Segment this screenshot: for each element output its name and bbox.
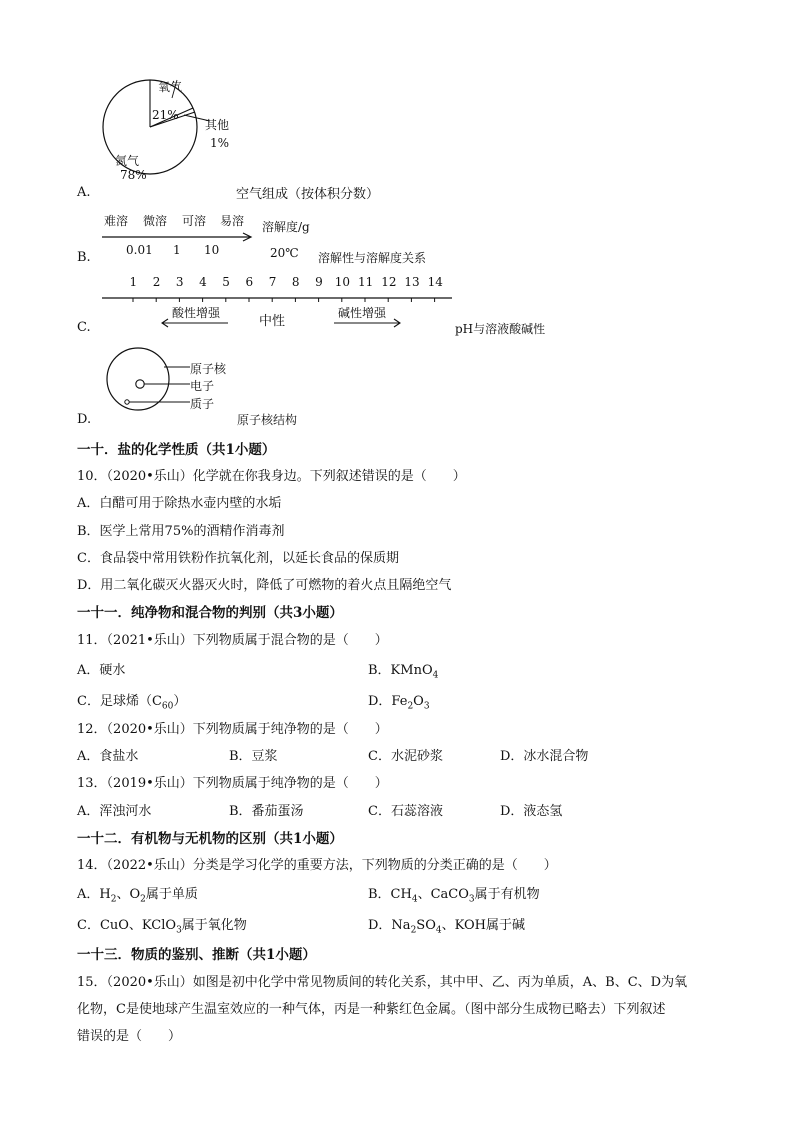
q10-option-c: C．食品袋中常用铁粉作抗氧化剂，以延长食品的保质期 — [77, 551, 399, 566]
solubility-unit: 溶解度/g — [262, 220, 310, 234]
option-b-letter: B. — [77, 250, 91, 265]
q13-stem: 13．（2019•乐山）下列物质属于纯净物的是（ ） — [77, 776, 388, 791]
q10-option-b: B．医学上常用75%的酒精作消毒剂 — [77, 524, 285, 539]
ph-tick-label: 2 — [152, 275, 161, 289]
option-a-letter: A. — [77, 185, 91, 200]
q11-option-a: A．硬水 — [77, 663, 126, 678]
ph-acid-arrow — [160, 318, 230, 328]
atom-label-proton: 质子 — [190, 397, 215, 411]
ph-tick-label: 6 — [245, 275, 254, 289]
q10-option-d: D．用二氧化碳灭火器灭火时，降低了可燃物的着火点且隔绝空气 — [77, 578, 452, 593]
q11-option-b: B．KMnO$_4$ — [368, 663, 439, 681]
option-c-caption: pH与溶液酸碱性 — [455, 322, 546, 336]
option-d-letter: D. — [77, 412, 92, 427]
q12-option-d: D．冰水混合物 — [500, 749, 589, 764]
pie-label-oxygen-pct: 21% — [152, 108, 179, 122]
solubility-temp: 20℃ — [270, 246, 299, 260]
q12-stem: 12．（2020•乐山）下列物质属于纯净物的是（ ） — [77, 722, 388, 737]
ph-tick-label: 3 — [175, 275, 184, 289]
option-c-letter: C. — [77, 320, 91, 335]
solubility-axis — [100, 230, 260, 244]
ph-tick-label: 9 — [315, 275, 323, 289]
pie-label-oxygen: 氧气 — [158, 80, 183, 94]
section-heading-10: 一十．盐的化学性质（共1小题） — [77, 442, 276, 458]
q12-option-b: B．豆浆 — [229, 749, 278, 764]
option-a-caption: 空气组成（按体积分数） — [236, 187, 380, 202]
ph-tick-label: 13 — [404, 275, 420, 289]
atom-diagram — [98, 346, 194, 414]
ph-tick-label: 11 — [358, 275, 374, 289]
q10-stem: 10．（2020•乐山）化学就在你我身边。下列叙述错误的是（ ） — [77, 469, 466, 484]
pie-label-nitrogen-pct: 78% — [120, 168, 147, 182]
option-b-caption: 溶解性与溶解度关系 — [318, 251, 427, 265]
atom-label-nucleus: 原子核 — [190, 362, 227, 376]
pie-label-nitrogen: 氮气 — [115, 154, 140, 168]
q11-option-c: C．足球烯$(C_{60})$ — [77, 694, 187, 712]
ph-tick-label: 4 — [199, 275, 207, 289]
section-heading-11: 一十一．纯净物和混合物的判别（共3小题） — [77, 605, 343, 621]
atom-label-electron: 电子 — [190, 379, 215, 393]
ph-tick-label: 10 — [334, 275, 351, 289]
q13-option-d: D．液态氢 — [500, 804, 563, 819]
ph-tick-label: 8 — [291, 275, 300, 289]
solubility-label-1: 微溶 — [143, 214, 168, 228]
q10-option-a: A．白醋可用于除热水壶内壁的水垢 — [77, 496, 282, 511]
q12-option-c: C．水泥砂浆 — [368, 749, 443, 764]
ph-neutral-label: 中性 — [259, 314, 286, 329]
pie-label-other-pct: 1% — [210, 136, 230, 150]
ph-base-label: 碱性增强 — [338, 306, 387, 320]
q15-stem-line-2: 化物，C是使地球产生温室效应的一种气体，丙是一种紫红色金属。（图中部分生成物已略去）下列叙述 — [77, 1002, 666, 1017]
solubility-value-2: 10 — [204, 243, 220, 257]
q11-stem: 11．（2021•乐山）下列物质属于混合物的是（ ） — [77, 633, 388, 648]
q13-option-c: C．石蕊溶液 — [368, 804, 443, 819]
ph-tick-label: 14 — [427, 275, 443, 289]
ph-tick-label: 7 — [268, 275, 277, 289]
ph-tick-label: 1 — [129, 275, 138, 289]
pie-label-other: 其他 — [205, 118, 230, 132]
ph-acid-label: 酸性增强 — [172, 306, 221, 320]
section-heading-13: 一十三．物质的鉴别、推断（共1小题） — [77, 947, 316, 963]
q15-stem-line-3: 错误的是（ ） — [77, 1029, 182, 1044]
ph-tick-label: 12 — [381, 275, 397, 289]
ph-tick-label: 5 — [222, 275, 230, 289]
q11-option-d: D．$Fe_2O_3$ — [368, 694, 430, 712]
q13-option-b: B．番茄蛋汤 — [229, 804, 304, 819]
q15-stem-line-1: 15．（2020•乐山）如图是初中化学中常见物质间的转化关系，其中甲、乙、丙为单质，A、B、C、D为氧 — [77, 975, 688, 990]
q12-option-a: A．食盐水 — [77, 749, 139, 764]
q14-option-c: C．CuO、KClO$_3$属于氧化物 — [77, 918, 247, 936]
q14-stem: 14．（2022•乐山）分类是学习化学的重要方法，下列物质的分类正确的是（ ） — [77, 858, 557, 873]
q13-option-a: A．浑浊河水 — [77, 804, 152, 819]
option-d-caption: 原子核结构 — [237, 413, 298, 427]
solubility-value-0: 0.01 — [126, 243, 153, 257]
q14-option-a: A．$H_2$、$O_2$属于单质 — [77, 887, 198, 905]
q14-option-d: D．$Na_2SO_4$、KOH属于碱 — [368, 918, 525, 936]
q14-option-b: B．$CH_4$、CaCO$_3$属于有机物 — [368, 887, 540, 905]
solubility-label-3: 易溶 — [220, 214, 245, 228]
solubility-label-0: 难溶 — [104, 214, 129, 228]
solubility-value-1: 1 — [173, 243, 181, 257]
solubility-label-2: 可溶 — [182, 214, 207, 228]
section-heading-12: 一十二．有机物与无机物的区别（共1小题） — [77, 831, 343, 847]
ph-base-arrow — [332, 318, 402, 328]
ph-axis — [100, 292, 460, 302]
